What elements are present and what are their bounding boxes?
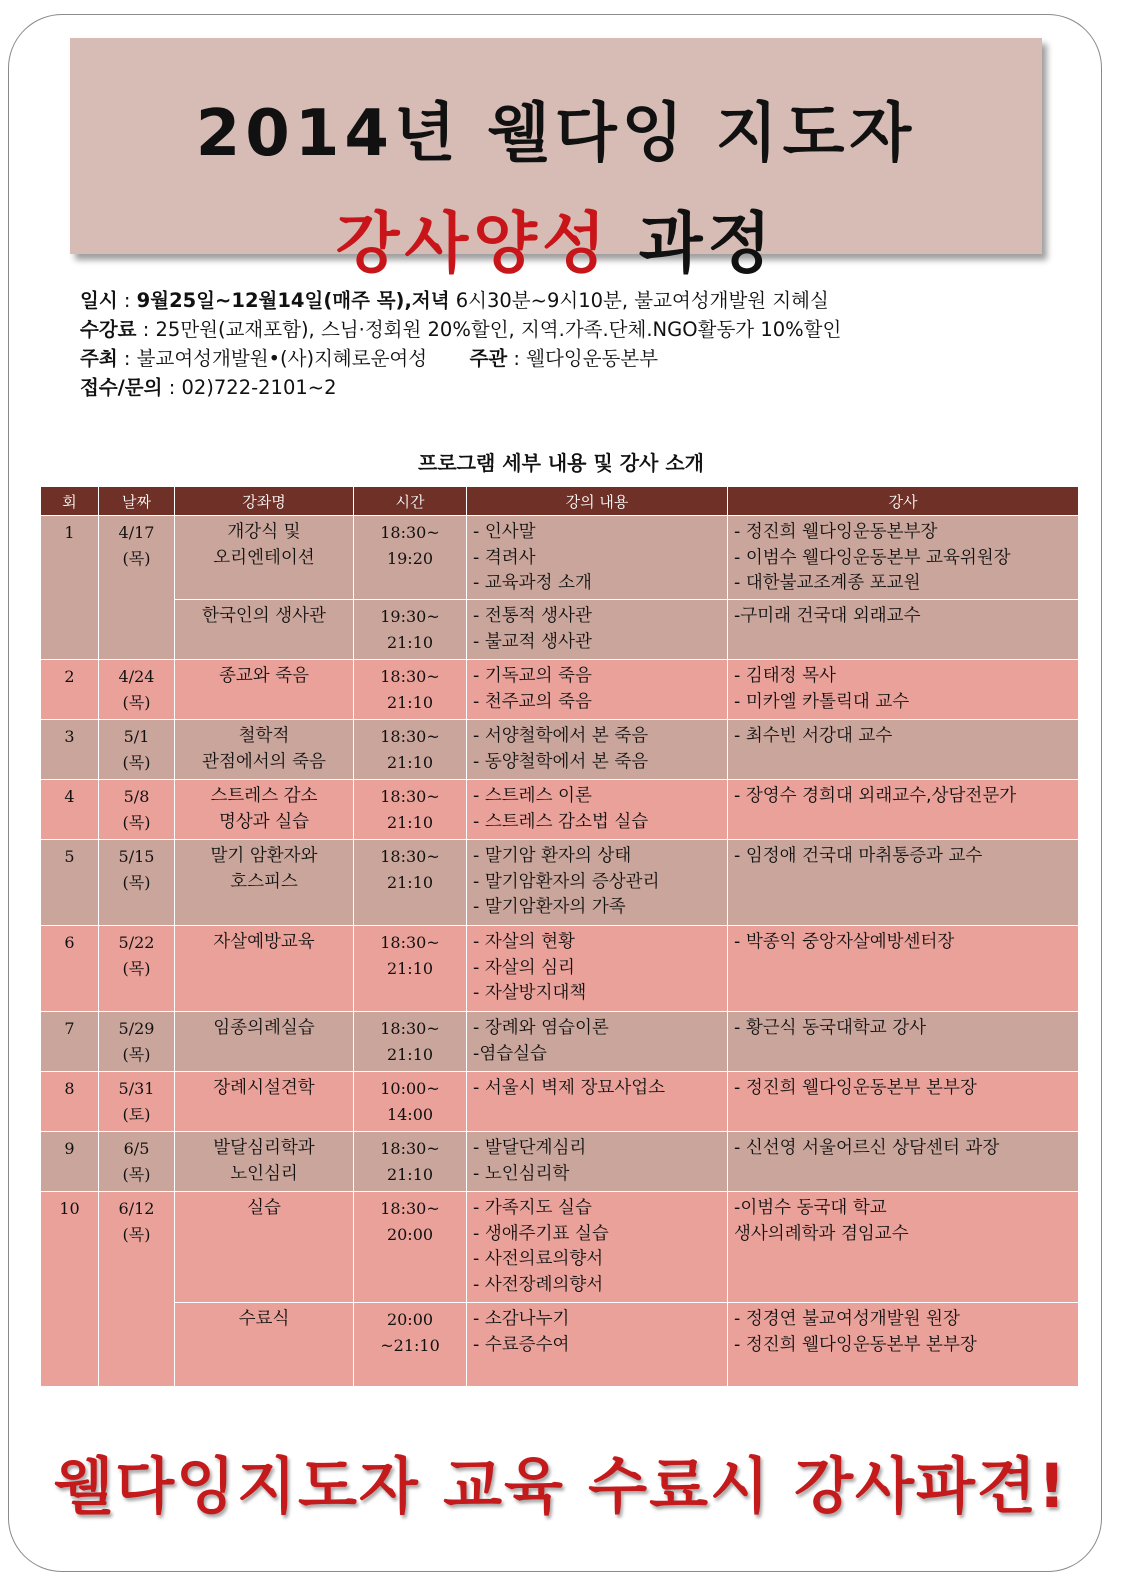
section-title: 프로그램 세부 내용 및 강사 소개 [418,451,704,475]
cell-course-name-line: 실습 [247,1198,281,1218]
table-row [41,600,1079,660]
cell-date-line: 4/24 [118,667,155,686]
cell-lecturer-line: - 박종익 중앙자살예방센터장 [734,932,955,952]
cell-course-name [175,840,354,926]
cell-lecturer-line: - 대한불교조계종 포교원 [734,573,921,593]
cell-course-name [175,516,354,600]
cell-lecturer-line: - 신선영 서울어르신 상담센터 과장 [734,1138,1000,1158]
cell-content-line: - 기독교의 죽음 [473,666,592,686]
cell-content-line: - 자살방지대책 [473,983,587,1003]
cell-content-line: - 교육과정 소개 [473,573,592,593]
cell-date-line: 5/31 [118,1079,155,1098]
cell-content-line: - 스트레스 이론 [473,786,592,806]
cell-course-name [175,720,354,780]
table-row [41,1072,1079,1132]
cell-course-name-line: 발달심리학과 [213,1138,315,1158]
cell-content-line: - 전통적 생사관 [473,606,592,626]
cell-content-line: - 말기암 환자의 상태 [473,846,632,866]
cell-lecturer-line: - 김태정 목사 [734,666,836,686]
info-fee-value: 25만원(교재포함), 스님·정회원 20%할인, 지역.가족.단체.NGO활동가 10%할인 [155,318,842,341]
cell-course-name-line: 철학적 [238,726,290,746]
info-date-label: 일시 [80,289,118,312]
cell-date-line: 5/15 [118,847,155,866]
cell-time [354,840,467,926]
cell-time [354,1192,467,1303]
cell-time [354,926,467,1012]
cell-lecturer [728,600,1079,660]
table-row [41,1012,1079,1072]
cell-course-name-line: 관점에서의 죽음 [202,751,326,772]
info-host-label: 주최 [80,347,118,370]
cell-date-line: (목) [122,1044,151,1064]
info-organizer-label: 주관 [469,347,508,370]
cell-content [467,720,728,780]
cell-no: 10 [41,1192,99,1387]
cell-lecturer [728,1303,1079,1387]
cell-lecturer [728,926,1079,1012]
cell-lecturer-line: - 미카엘 카톨릭대 교수 [734,691,910,712]
cell-no: 6 [41,926,99,1012]
title-banner [70,38,1042,282]
cell-lecturer [728,720,1079,780]
cell-content-line: - 말기암환자의 증상관리 [473,871,660,892]
cell-course-name [175,780,354,840]
cell-date [99,926,175,1012]
cell-course-name-line: 명상과 실습 [218,811,310,832]
info-date-bold: 9월25일~12월14일(매주 목),저녁 [136,289,450,312]
cell-content [467,1072,728,1132]
cell-time-line: 21:10 [386,812,434,832]
cell-time-line: 18:30~ [380,1139,440,1158]
cell-time [354,660,467,720]
cell-time-line: 10:00~ [380,1079,440,1098]
cell-no: 9 [41,1132,99,1192]
cell-content [467,1012,728,1072]
cell-date [99,720,175,780]
info-contact-value: 02)722-2101~2 [181,376,337,399]
cell-course-name [175,660,354,720]
cell-no: 5 [41,840,99,926]
table-row [41,780,1079,840]
cell-content [467,1303,728,1387]
title-rest: 과정 [638,205,777,282]
cell-course-name-line: 호스피스 [230,871,298,892]
info-host-row [80,344,1080,373]
cell-time-line: 18:30~ [380,727,440,746]
cell-content [467,840,728,926]
info-colon: : [123,289,137,312]
cell-course-name-line: 노인심리 [230,1163,298,1184]
cell-content-line: - 서양철학에서 본 죽음 [473,726,649,746]
info-host-value: 불교여성개발원•(사)지혜로운여성 [136,347,428,370]
cell-content-line: - 인사말 [473,522,536,542]
header-lecturer: 강사 [728,487,1079,516]
cell-course-name-line: 오리엔테이션 [213,547,315,568]
cell-content-line: - 자살의 심리 [473,957,575,978]
cell-no: 2 [41,660,99,720]
cell-course-name [175,1192,354,1303]
header-no: 회 [41,487,99,516]
cell-lecturer [728,840,1079,926]
info-fee-row [80,315,1080,344]
cell-date-line: (목) [122,1224,151,1244]
cell-date-line: (목) [122,548,151,568]
info-date-rest: 6시30분~9시10분, 불교여성개발원 지혜실 [455,289,829,312]
cell-time-line: 21:10 [386,752,434,772]
cell-time-line: 18:30~ [380,933,440,952]
cell-course-name [175,600,354,660]
cell-course-name [175,1132,354,1192]
cell-content [467,780,728,840]
cell-content [467,926,728,1012]
cell-content-line: - 동양철학에서 본 죽음 [473,751,649,772]
cell-content-line: - 천주교의 죽음 [473,691,592,712]
cell-date [99,660,175,720]
cell-content-line: - 불교적 생사관 [473,631,592,652]
cell-lecturer-line: - 임정애 건국대 마취통증과 교수 [734,846,983,866]
cell-time [354,516,467,600]
cell-date [99,516,175,660]
cell-lecturer-line: - 정진희 웰다잉운동본부 본부장 [734,1334,977,1355]
cell-date-line: (토) [122,1104,151,1124]
cell-content-line: -염습실습 [473,1043,547,1064]
cell-date-line: 5/22 [118,933,155,952]
table-row [41,516,1079,600]
cell-time-line: 14:00 [386,1104,434,1124]
cell-time [354,1012,467,1072]
cell-lecturer-line: - 장영수 경희대 외래교수,상담전문가 [734,786,1017,806]
cell-content [467,600,728,660]
info-colon: : [168,376,182,399]
cell-lecturer-line: - 황근식 동국대학교 강사 [734,1018,927,1038]
cell-time-line: 20:00 [386,1310,434,1329]
cell-date-line: 5/8 [123,787,150,806]
cell-course-name-line: 장례시설견학 [213,1078,315,1098]
header-time: 시간 [354,487,467,516]
cell-content-line: - 수료증수여 [473,1334,570,1355]
cell-course-name [175,1012,354,1072]
cell-no: 4 [41,780,99,840]
cell-no: 8 [41,1072,99,1132]
cell-content-line: - 자살의 현황 [473,932,575,952]
cell-no: 3 [41,720,99,780]
cell-lecturer-line: -이범수 동국대 학교 [734,1198,887,1218]
cell-course-name [175,1072,354,1132]
cell-date-line: 5/1 [123,727,150,746]
info-date-row [80,286,1080,315]
cell-time [354,600,467,660]
course-info [80,286,1080,402]
cell-content [467,1132,728,1192]
cell-course-name-line: 말기 암환자와 [210,846,318,866]
cell-course-name-line: 한국인의 생사관 [202,606,326,626]
cell-course-name-line: 개강식 및 [227,522,301,542]
info-colon: : [123,347,137,370]
cell-time-line: 18:30~ [380,1019,440,1038]
cell-content [467,516,728,600]
cell-content-line: - 사전장례의향서 [473,1274,604,1295]
cell-date [99,1012,175,1072]
cell-date [99,1192,175,1387]
cell-date [99,780,175,840]
cell-time-line: 18:30~ [380,787,440,806]
info-colon: : [142,318,156,341]
cell-content-line: - 말기암환자의 가족 [473,897,626,917]
cell-date-line: (목) [122,812,151,832]
info-colon: : [513,347,527,370]
cell-date-line: 5/29 [118,1019,155,1038]
cell-time-line: 21:10 [386,692,434,712]
cell-course-name-line: 임종의례실습 [213,1018,315,1038]
cell-lecturer [728,516,1079,600]
table-row [41,720,1079,780]
cell-content [467,1192,728,1303]
cell-content-line: - 발달단계심리 [473,1138,587,1158]
title-line-1: 2014년 웰다잉 지도자 [195,97,917,171]
cell-course-name-line: 종교와 죽음 [218,666,310,686]
cell-time-line: ~21:10 [380,1335,440,1355]
cell-time [354,1072,467,1132]
cell-lecturer-line: - 이범수 웰다잉운동본부 교육위원장 [734,547,1011,568]
cell-course-name-line: 스트레스 감소 [210,786,318,806]
info-fee-label: 수강료 [80,318,137,341]
cell-lecturer [728,1072,1079,1132]
header-course-name: 강좌명 [175,487,354,516]
cell-lecturer-line: - 정진희 웰다잉운동본부장 [734,522,938,542]
cell-content-line: - 장례와 염습이론 [473,1018,609,1038]
cell-date-line: 6/5 [123,1139,150,1158]
cell-course-name [175,926,354,1012]
cell-content-line: - 격려사 [473,547,536,568]
table-row [41,840,1079,926]
title-highlight: 강사양성 [335,205,611,282]
cell-no: 7 [41,1012,99,1072]
cell-course-name-line: 수료식 [238,1309,290,1329]
cell-date [99,1072,175,1132]
cell-content-line: - 가족지도 실습 [473,1198,592,1218]
header-content: 강의 내용 [467,487,728,516]
cell-time [354,720,467,780]
cell-date-line: (목) [122,872,151,892]
cell-lecturer [728,1192,1079,1303]
cell-no: 1 [41,516,99,660]
cell-date-line: (목) [122,752,151,772]
header-date: 날짜 [99,487,175,516]
cell-content-line: - 노인심리학 [473,1163,570,1184]
schedule-table [40,486,1079,1387]
table-row [41,1192,1079,1303]
info-contact-row [80,373,1080,402]
cell-time-line: 18:30~ [380,847,440,866]
cell-time-line: 21:10 [386,1044,434,1064]
cell-time-line: 21:10 [386,958,434,978]
cell-date-line: (목) [122,692,151,712]
cell-date-line: (목) [122,958,151,978]
table-row [41,660,1079,720]
cell-date-line: (목) [122,1164,151,1184]
cell-lecturer [728,660,1079,720]
cell-lecturer [728,780,1079,840]
cell-lecturer-line: - 정진희 웰다잉운동본부 본부장 [734,1078,977,1098]
cell-content-line: - 소감나누기 [473,1309,570,1329]
cell-time-line: 18:30~ [380,523,440,542]
cell-content-line: - 사전의료의향서 [473,1249,604,1269]
info-contact-label: 접수/문의 [80,376,163,399]
cell-lecturer-line: - 정경연 불교여성개발원 원장 [734,1309,960,1329]
cell-course-name [175,1303,354,1387]
cell-time [354,1303,467,1387]
cell-content-line: - 생애주기표 실습 [473,1223,609,1244]
cell-time-line: 19:30~ [380,607,440,626]
cell-time-line: 21:10 [386,872,434,892]
cell-date-line: 6/12 [118,1199,155,1218]
info-organizer-value: 웰다잉운동본부 [526,347,659,370]
cell-content [467,660,728,720]
cell-lecturer [728,1012,1079,1072]
cell-lecturer-line: - 최수빈 서강대 교수 [734,726,893,746]
table-header-row [41,487,1079,516]
cell-date-line: 4/17 [118,523,155,542]
cell-time [354,780,467,840]
cell-time-line: 18:30~ [380,667,440,686]
title-line-2 [70,190,1042,285]
cell-lecturer-line: -구미래 건국대 외래교수 [734,606,921,626]
cell-lecturer-line: 생사의례학과 겸임교수 [734,1223,909,1244]
cell-time-line: 21:10 [386,1164,434,1184]
cell-date [99,840,175,926]
cell-course-name-line: 자살예방교육 [213,932,315,952]
cell-content-line: - 스트레스 감소법 실습 [473,811,649,832]
cell-content-line: - 서울시 벽제 장묘사업소 [473,1078,666,1098]
cell-lecturer [728,1132,1079,1192]
cell-time-line: 20:00 [386,1224,434,1244]
cell-time [354,1132,467,1192]
cell-date [99,1132,175,1192]
table-row [41,1303,1079,1387]
cell-time-line: 21:10 [386,632,434,652]
footer-slogan: 웰다잉지도자 교육 수료시 강사파견! [54,1451,1068,1522]
table-row [41,1132,1079,1192]
cell-time-line: 18:30~ [380,1199,440,1218]
table-row [41,926,1079,1012]
cell-time-line: 19:20 [386,548,434,568]
